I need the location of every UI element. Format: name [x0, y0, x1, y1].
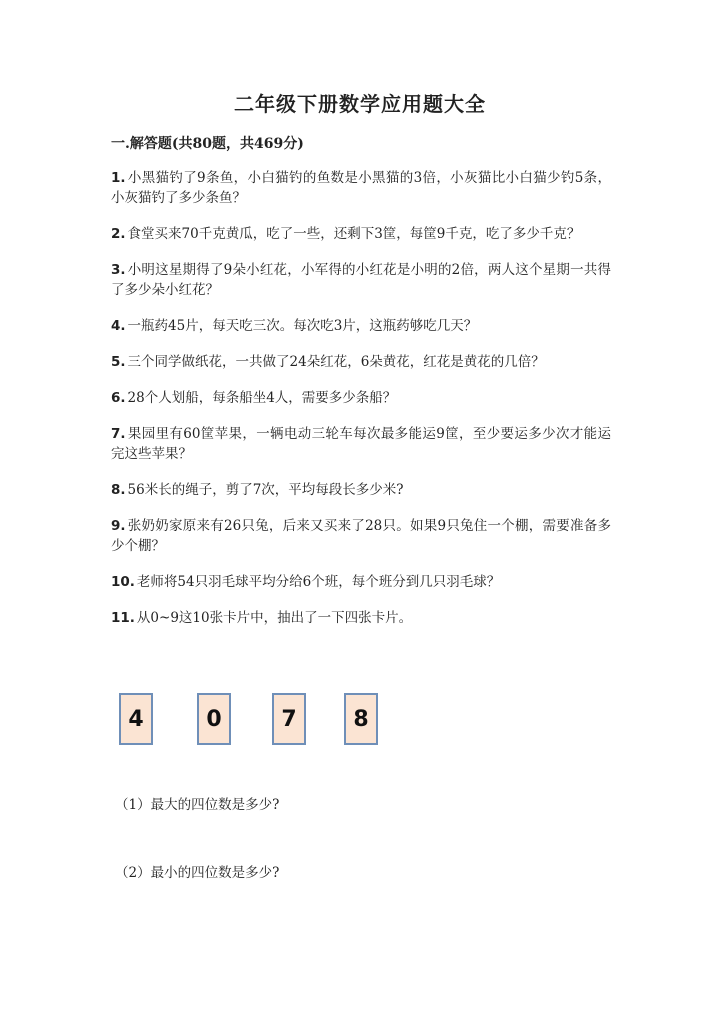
question-7: [111, 424, 611, 464]
question-6: [111, 388, 611, 408]
question-11: [111, 608, 611, 628]
question-text: 食堂买来70千克黄瓜，吃了一些，还剩下3筐，每筐9千克，吃了多少千克？: [127, 226, 581, 242]
sub-question-1: （1）最大的四位数是多少?: [115, 797, 280, 813]
question-5: [111, 352, 611, 372]
question-1: [111, 168, 611, 208]
question-text: 一瓶药45片，每天吃三次。每次吃3片，这瓶药够吃几天？: [127, 318, 478, 334]
question-10: [111, 572, 611, 592]
question-number: 6.: [111, 390, 126, 406]
question-number: 3.: [111, 262, 126, 278]
number-card: 7: [272, 693, 306, 745]
question-text: 小黑猫钓了9条鱼，小白猫钓的鱼数是小黑猫的3倍，小灰猫比小白猫少钓5条，小灰猫钓了多少条鱼？: [111, 170, 611, 206]
question-text: 56米长的绳子，剪了7次，平均每段长多少米?: [127, 482, 404, 498]
number-card: 4: [119, 693, 153, 745]
section-heading: 一.解答题(共80题，共469分): [111, 136, 304, 152]
question-number: 9.: [111, 518, 126, 534]
question-text: 小明这星期得了9朵小红花，小军得的小红花是小明的2倍，两人这个星期一共得了多少朵小红花？: [111, 262, 611, 298]
question-text: 老师将54只羽毛球平均分给6个班，每个班分到几只羽毛球？: [136, 574, 501, 590]
question-text: 张奶奶家原来有26只兔，后来又买来了28只。如果9只兔住一个棚，需要准备多少个棚？: [111, 518, 611, 554]
number-card: 0: [197, 693, 231, 745]
question-text: 从0~9这10张卡片中，抽出了一下四张卡片。: [136, 610, 413, 626]
question-list: [111, 168, 611, 644]
question-number: 7.: [111, 426, 126, 442]
question-number: 10.: [111, 574, 135, 590]
question-2: [111, 224, 611, 244]
question-3: [111, 260, 611, 300]
question-number: 5.: [111, 354, 126, 370]
sub-question-2: （2）最小的四位数是多少?: [115, 865, 280, 881]
question-4: [111, 316, 611, 336]
question-number: 2.: [111, 226, 126, 242]
question-text: 果园里有60筐苹果，一辆电动三轮车每次最多能运9筐，至少要运多少次才能运完这些苹果？: [111, 426, 611, 462]
question-text: 28个人划船，每条船坐4人，需要多少条船？: [127, 390, 397, 406]
question-text: 三个同学做纸花，一共做了24朵红花，6朵黄花，红花是黄花的几倍？: [127, 354, 545, 370]
question-9: [111, 516, 611, 556]
question-number: 1.: [111, 170, 126, 186]
question-number: 11.: [111, 610, 135, 626]
number-cards: [119, 693, 399, 749]
question-8: [111, 480, 611, 500]
question-number: 8.: [111, 482, 126, 498]
question-number: 4.: [111, 318, 126, 334]
number-card: 8: [344, 693, 378, 745]
page-title: 二年级下册数学应用题大全: [234, 92, 486, 116]
